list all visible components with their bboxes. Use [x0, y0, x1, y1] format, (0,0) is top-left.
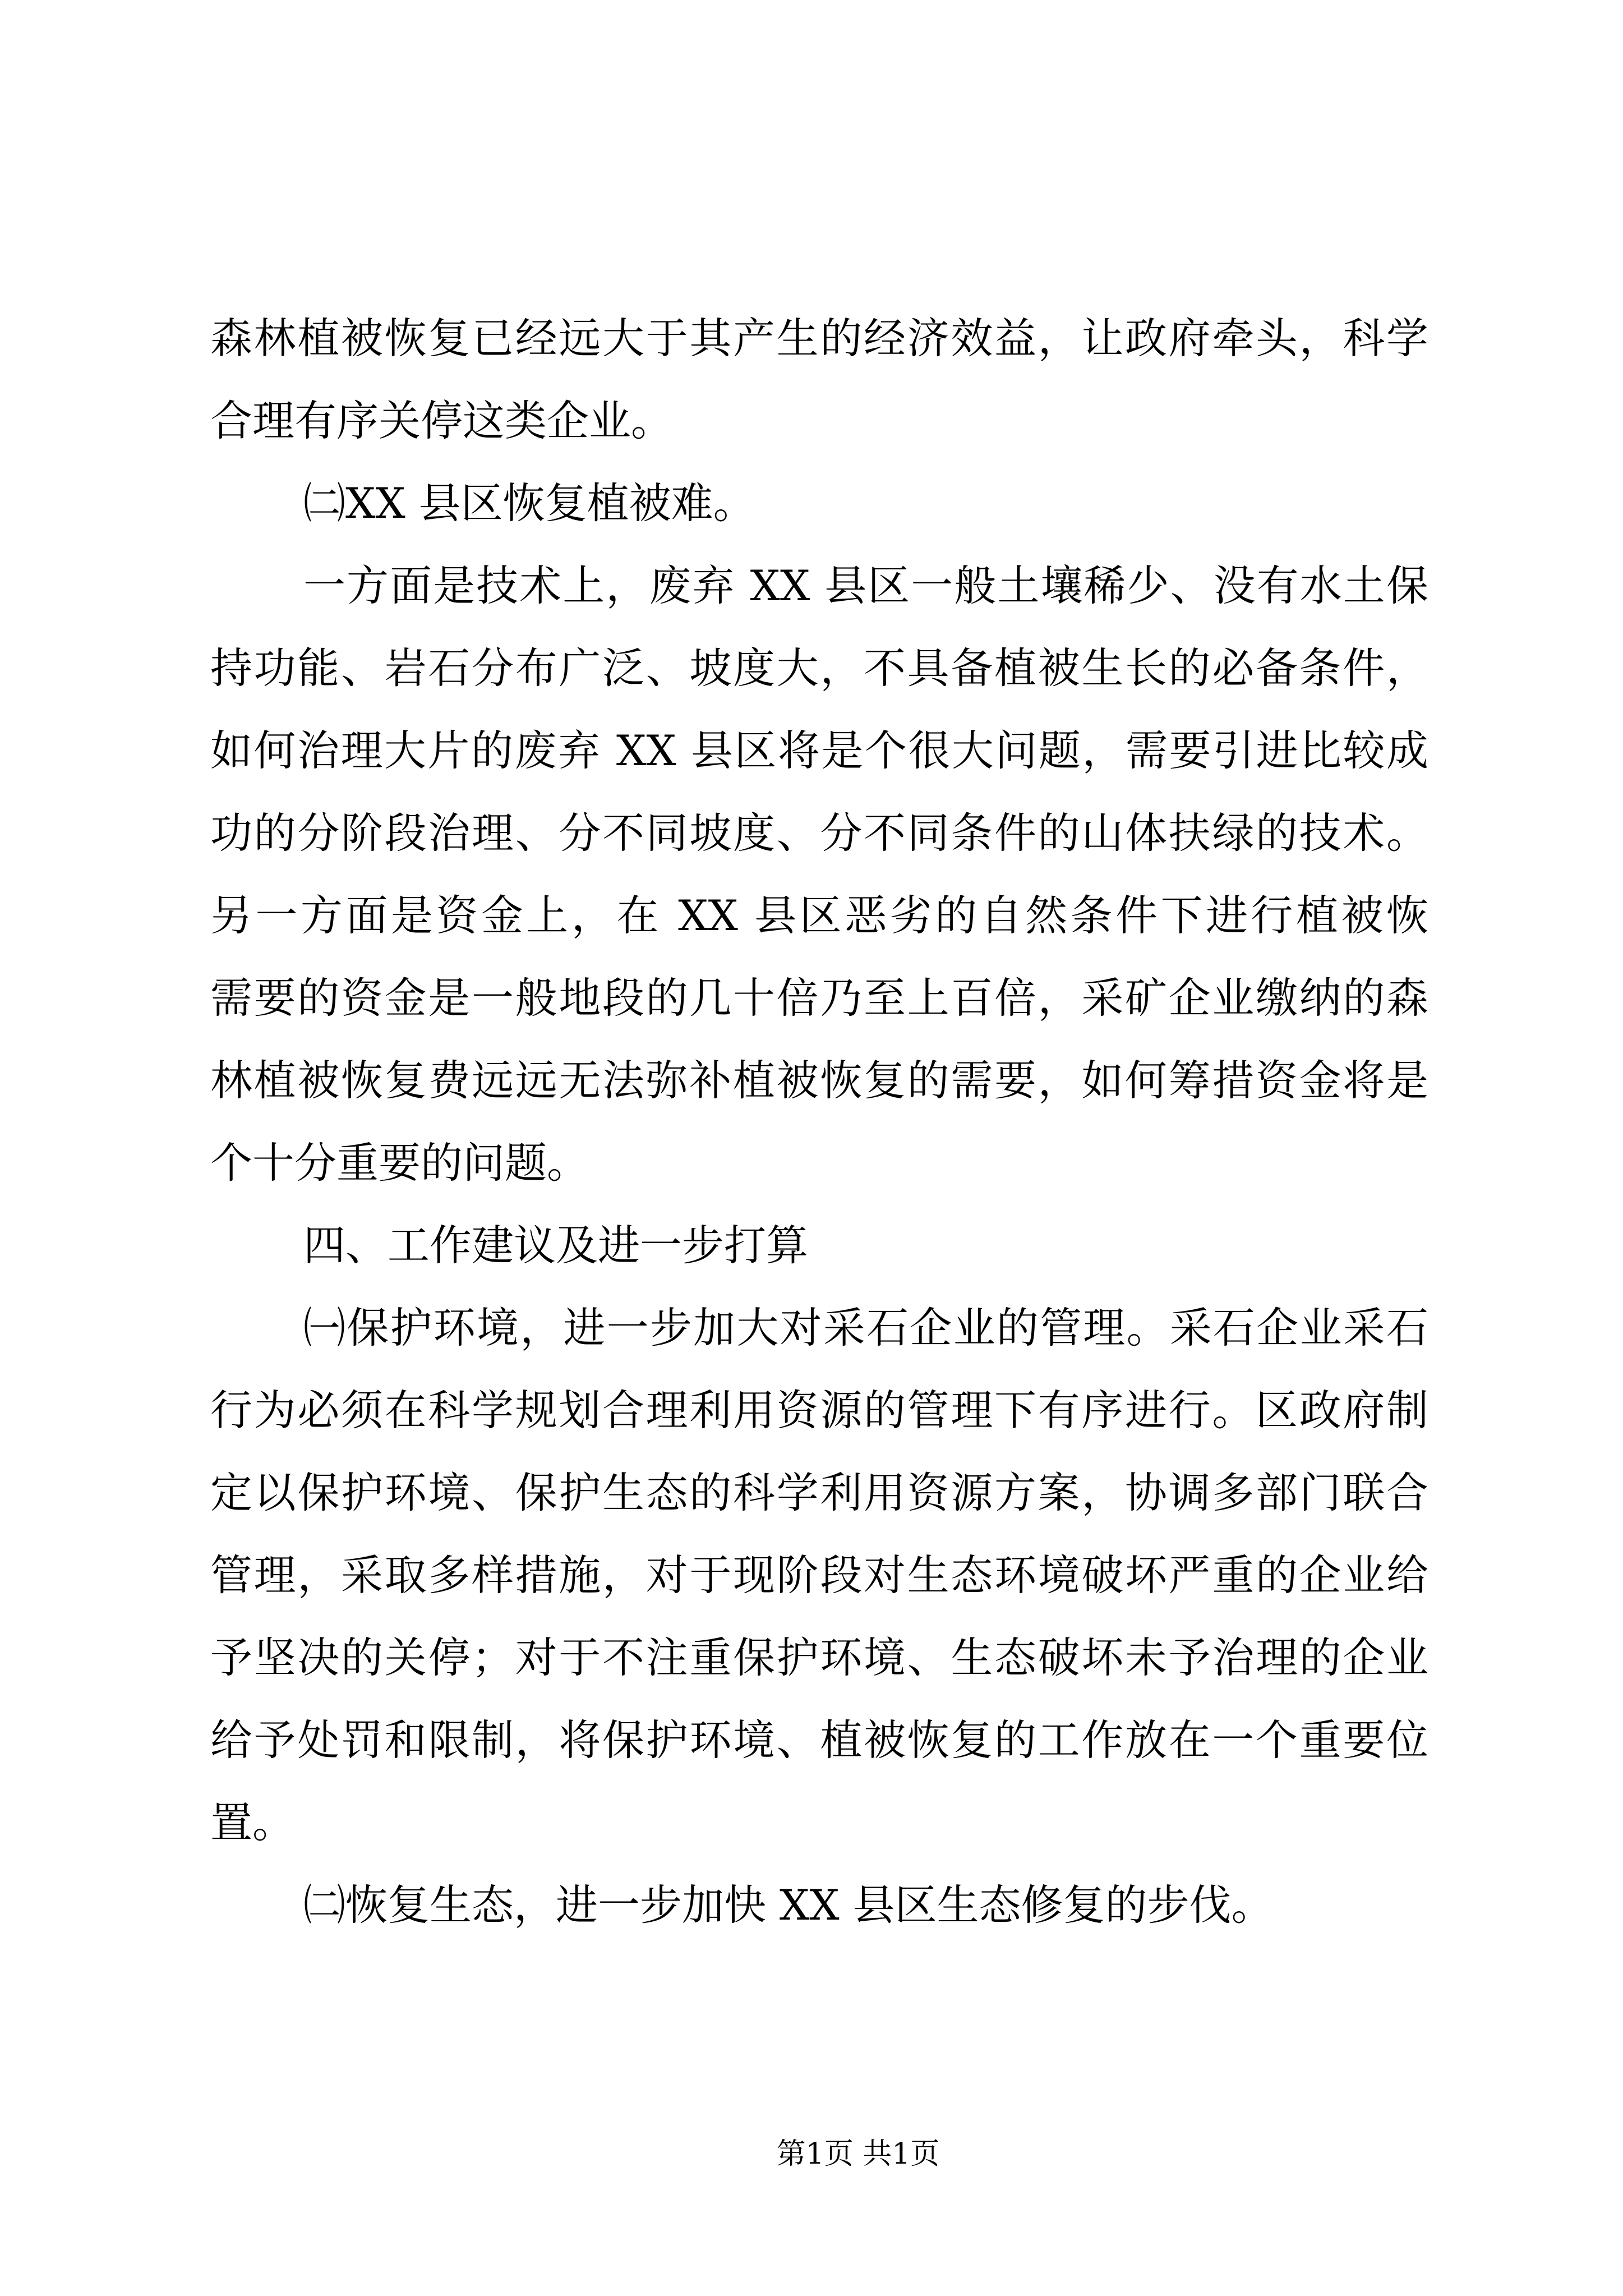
paragraph-line: ㈠保护环境，进一步加大对采石企业的管理。采石企业采石 [303, 1303, 1428, 1352]
paragraph-line: 予坚决的关停；对于不注重保护环境、生态破坏未予治理的企业 [210, 1633, 1428, 1682]
document-body [210, 297, 1428, 1947]
page-footer: 第1页 共1页 [776, 2137, 940, 2171]
paragraph-line: 一方面是技术上，废弃 XX 县区一般土壤稀少、没有水土保 [303, 561, 1428, 610]
paragraph-line: 置。 [210, 1798, 295, 1847]
subsection-heading [210, 462, 1428, 545]
paragraph-line: 森林植被恢复已经远大于其产生的经济效益，让政府牵头，科学 [210, 314, 1428, 363]
paragraph-line: 管理，采取多样措施，对于现阶段对生态环境破坏严重的企业给 [210, 1550, 1428, 1600]
subsection-heading-text: ㈡恢复生态，进一步加快 XX 县区生态修复的步伐。 [303, 1880, 1274, 1930]
paragraph [210, 545, 1428, 1204]
paragraph-line: 合理有序关停这类企业。 [210, 396, 674, 445]
paragraph-line: 另一方面是资金上，在 XX 县区恶劣的自然条件下进行植被恢 [210, 891, 1428, 940]
paragraph [210, 1287, 1428, 1864]
subsection-heading-text: ㈡XX 县区恢复植被难。 [303, 478, 755, 528]
paragraph-line: 林植被恢复费远远无法弥补植被恢复的需要，如何筹措资金将是 [210, 1056, 1428, 1105]
paragraph-line: 个十分重要的问题。 [210, 1138, 589, 1188]
paragraph-line: 定以保护环境、保护生态的科学利用资源方案，协调多部门联合 [210, 1468, 1428, 1517]
section-heading [210, 1204, 1428, 1287]
paragraph-line: 需要的资金是一般地段的几十倍乃至上百倍，采矿企业缴纳的森 [210, 973, 1428, 1023]
paragraph-line: 功的分阶段治理、分不同坡度、分不同条件的山体扶绿的技术。 [210, 808, 1428, 858]
paragraph-line: 如何治理大片的废弃 XX 县区将是个很大问题，需要引进比较成 [210, 726, 1428, 775]
subsection-heading [210, 1864, 1428, 1947]
paragraph-line: 行为必须在科学规划合理利用资源的管理下有序进行。区政府制 [210, 1386, 1428, 1435]
paragraph-line: 持功能、岩石分布广泛、坡度大，不具备植被生长的必备条件， [210, 643, 1428, 693]
section-heading-text: 四、工作建议及进一步打算 [303, 1221, 809, 1270]
paragraph-line: 给予处罚和限制，将保护环境、植被恢复的工作放在一个重要位 [210, 1715, 1428, 1765]
paragraph-continuation [210, 297, 1428, 462]
